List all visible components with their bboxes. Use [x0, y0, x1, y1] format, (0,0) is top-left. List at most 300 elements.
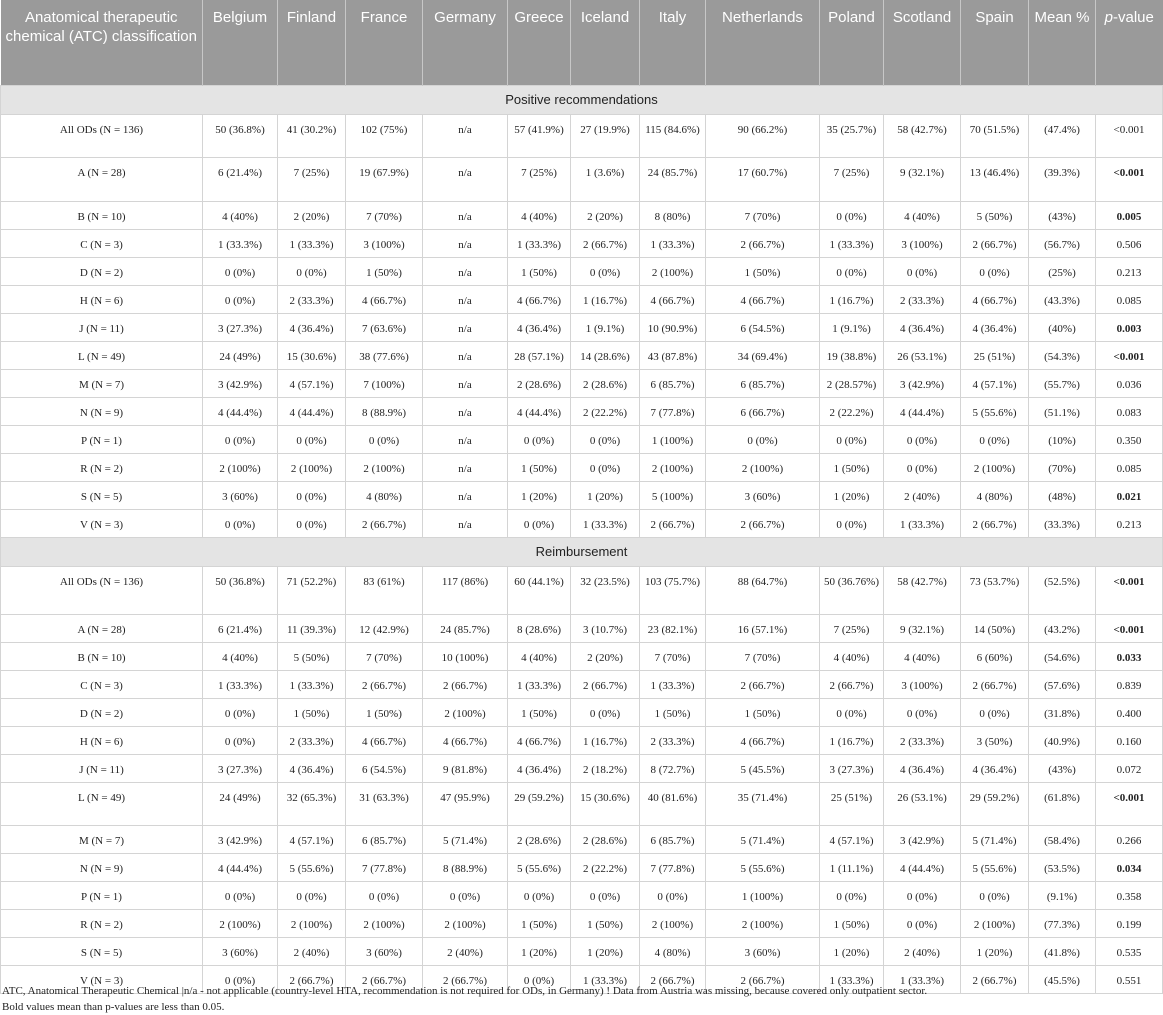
header-p-value — [1096, 0, 1163, 85]
table-row — [1, 341, 1163, 369]
cell-mean: (47.4%) — [1029, 114, 1096, 157]
cell-scotland: 0 (0%) — [884, 881, 961, 909]
cell-greece: 4 (66.7%) — [508, 285, 571, 313]
cell-belgium: 3 (60%) — [203, 481, 278, 509]
cell-netherlands: 6 (54.5%) — [706, 313, 820, 341]
cell-spain: 2 (66.7%) — [961, 509, 1029, 537]
cell-greece: 1 (20%) — [508, 937, 571, 965]
cell-p-value: 0.036 — [1096, 369, 1163, 397]
cell-scotland: 26 (53.1%) — [884, 782, 961, 825]
cell-iceland: 2 (20%) — [571, 201, 640, 229]
cell-germany: n/a — [423, 341, 508, 369]
cell-france: 7 (63.6%) — [346, 313, 423, 341]
cell-iceland: 2 (20%) — [571, 642, 640, 670]
cell-spain: 0 (0%) — [961, 698, 1029, 726]
header-country-netherlands: Netherlands — [706, 0, 820, 85]
cell-poland: 19 (38.8%) — [820, 341, 884, 369]
cell-finland: 0 (0%) — [278, 881, 346, 909]
cell-italy: 4 (80%) — [640, 937, 706, 965]
cell-italy: 8 (80%) — [640, 201, 706, 229]
cell-italy: 115 (84.6%) — [640, 114, 706, 157]
cell-scotland: 0 (0%) — [884, 698, 961, 726]
cell-france: 8 (88.9%) — [346, 397, 423, 425]
cell-poland: 4 (57.1%) — [820, 825, 884, 853]
cell-p-value: 0.535 — [1096, 937, 1163, 965]
row-label: C (N = 3) — [1, 229, 203, 257]
cell-germany: 24 (85.7%) — [423, 614, 508, 642]
cell-mean: (70%) — [1029, 453, 1096, 481]
cell-scotland: 4 (44.4%) — [884, 853, 961, 881]
cell-belgium: 50 (36.8%) — [203, 566, 278, 614]
cell-spain: 5 (50%) — [961, 201, 1029, 229]
table-row — [1, 782, 1163, 825]
table-body — [1, 85, 1163, 993]
cell-mean: (25%) — [1029, 257, 1096, 285]
cell-poland: 35 (25.7%) — [820, 114, 884, 157]
cell-spain: 4 (80%) — [961, 481, 1029, 509]
cell-poland: 4 (40%) — [820, 642, 884, 670]
cell-italy: 24 (85.7%) — [640, 157, 706, 201]
cell-p-value: <0.001 — [1096, 157, 1163, 201]
cell-finland: 2 (100%) — [278, 909, 346, 937]
cell-finland: 2 (33.3%) — [278, 726, 346, 754]
cell-mean: (54.3%) — [1029, 341, 1096, 369]
cell-spain: 4 (66.7%) — [961, 285, 1029, 313]
cell-greece: 4 (36.4%) — [508, 313, 571, 341]
table-row — [1, 937, 1163, 965]
cell-finland: 2 (33.3%) — [278, 285, 346, 313]
cell-italy: 2 (66.7%) — [640, 509, 706, 537]
cell-belgium: 0 (0%) — [203, 285, 278, 313]
cell-germany: n/a — [423, 425, 508, 453]
row-label: A (N = 28) — [1, 614, 203, 642]
cell-spain: 0 (0%) — [961, 881, 1029, 909]
cell-poland: 2 (22.2%) — [820, 397, 884, 425]
cell-spain: 3 (50%) — [961, 726, 1029, 754]
cell-greece: 1 (20%) — [508, 481, 571, 509]
cell-greece: 1 (50%) — [508, 453, 571, 481]
table-row — [1, 369, 1163, 397]
cell-belgium: 1 (33.3%) — [203, 670, 278, 698]
cell-p-value: 0.072 — [1096, 754, 1163, 782]
cell-germany: n/a — [423, 229, 508, 257]
cell-mean: (61.8%) — [1029, 782, 1096, 825]
cell-finland: 1 (50%) — [278, 698, 346, 726]
cell-belgium: 0 (0%) — [203, 881, 278, 909]
cell-p-value: <0.001 — [1096, 782, 1163, 825]
cell-france: 3 (60%) — [346, 937, 423, 965]
row-label: L (N = 49) — [1, 341, 203, 369]
cell-poland: 1 (20%) — [820, 937, 884, 965]
cell-poland: 0 (0%) — [820, 425, 884, 453]
row-label: A (N = 28) — [1, 157, 203, 201]
header-country-poland: Poland — [820, 0, 884, 85]
cell-netherlands: 1 (50%) — [706, 698, 820, 726]
cell-italy: 4 (66.7%) — [640, 285, 706, 313]
section-title: Reimbursement — [1, 537, 1163, 566]
cell-belgium: 0 (0%) — [203, 698, 278, 726]
cell-poland: 0 (0%) — [820, 201, 884, 229]
cell-belgium: 4 (44.4%) — [203, 397, 278, 425]
cell-spain: 2 (66.7%) — [961, 670, 1029, 698]
cell-spain: 5 (71.4%) — [961, 825, 1029, 853]
row-label: N (N = 9) — [1, 397, 203, 425]
cell-iceland: 2 (28.6%) — [571, 825, 640, 853]
cell-belgium: 0 (0%) — [203, 965, 278, 993]
cell-finland: 71 (52.2%) — [278, 566, 346, 614]
cell-poland: 2 (66.7%) — [820, 670, 884, 698]
cell-netherlands: 34 (69.4%) — [706, 341, 820, 369]
table-row — [1, 754, 1163, 782]
cell-mean: (51.1%) — [1029, 397, 1096, 425]
cell-iceland: 1 (20%) — [571, 937, 640, 965]
table-row — [1, 825, 1163, 853]
cell-p-value: 0.085 — [1096, 285, 1163, 313]
cell-germany: 117 (86%) — [423, 566, 508, 614]
header-country-finland: Finland — [278, 0, 346, 85]
cell-poland: 0 (0%) — [820, 509, 884, 537]
cell-belgium: 3 (42.9%) — [203, 825, 278, 853]
header-country-spain: Spain — [961, 0, 1029, 85]
cell-scotland: 9 (32.1%) — [884, 157, 961, 201]
row-label: All ODs (N = 136) — [1, 114, 203, 157]
cell-belgium: 2 (100%) — [203, 453, 278, 481]
cell-p-value: 0.358 — [1096, 881, 1163, 909]
cell-netherlands: 90 (66.2%) — [706, 114, 820, 157]
table-row — [1, 698, 1163, 726]
cell-italy: 40 (81.6%) — [640, 782, 706, 825]
cell-greece: 2 (28.6%) — [508, 825, 571, 853]
cell-poland: 50 (36.76%) — [820, 566, 884, 614]
cell-iceland: 14 (28.6%) — [571, 341, 640, 369]
cell-belgium: 4 (44.4%) — [203, 853, 278, 881]
cell-germany: 10 (100%) — [423, 642, 508, 670]
row-label: H (N = 6) — [1, 726, 203, 754]
cell-germany: n/a — [423, 114, 508, 157]
cell-p-value: <0.001 — [1096, 614, 1163, 642]
cell-greece: 0 (0%) — [508, 425, 571, 453]
footnote-bold-note: Bold values mean than p-values are less than 0.05. — [2, 1001, 225, 1013]
cell-iceland: 1 (16.7%) — [571, 285, 640, 313]
cell-p-value: 0.400 — [1096, 698, 1163, 726]
cell-italy: 0 (0%) — [640, 881, 706, 909]
cell-greece: 4 (66.7%) — [508, 726, 571, 754]
cell-scotland: 4 (36.4%) — [884, 313, 961, 341]
cell-netherlands: 6 (66.7%) — [706, 397, 820, 425]
cell-spain: 25 (51%) — [961, 341, 1029, 369]
cell-poland: 1 (33.3%) — [820, 229, 884, 257]
header-country-scotland: Scotland — [884, 0, 961, 85]
cell-p-value: 0.506 — [1096, 229, 1163, 257]
cell-poland: 1 (33.3%) — [820, 965, 884, 993]
cell-scotland: 3 (42.9%) — [884, 369, 961, 397]
cell-greece: 1 (33.3%) — [508, 229, 571, 257]
row-label: B (N = 10) — [1, 642, 203, 670]
cell-finland: 2 (40%) — [278, 937, 346, 965]
cell-mean: (43.3%) — [1029, 285, 1096, 313]
cell-mean: (43.2%) — [1029, 614, 1096, 642]
cell-finland: 5 (55.6%) — [278, 853, 346, 881]
row-label: All ODs (N = 136) — [1, 566, 203, 614]
cell-italy: 2 (66.7%) — [640, 965, 706, 993]
cell-france: 2 (66.7%) — [346, 670, 423, 698]
cell-poland: 0 (0%) — [820, 698, 884, 726]
cell-finland: 0 (0%) — [278, 481, 346, 509]
cell-germany: 2 (100%) — [423, 698, 508, 726]
cell-iceland: 1 (9.1%) — [571, 313, 640, 341]
table-row — [1, 853, 1163, 881]
row-label: M (N = 7) — [1, 369, 203, 397]
cell-germany: 2 (40%) — [423, 937, 508, 965]
section-row — [1, 537, 1163, 566]
cell-finland: 15 (30.6%) — [278, 341, 346, 369]
header-row — [1, 0, 1163, 85]
cell-poland: 7 (25%) — [820, 614, 884, 642]
table-row — [1, 614, 1163, 642]
cell-spain: 0 (0%) — [961, 425, 1029, 453]
cell-france: 4 (66.7%) — [346, 726, 423, 754]
row-label: D (N = 2) — [1, 698, 203, 726]
cell-mean: (40.9%) — [1029, 726, 1096, 754]
cell-finland: 0 (0%) — [278, 509, 346, 537]
table-row — [1, 229, 1163, 257]
cell-netherlands: 1 (50%) — [706, 257, 820, 285]
cell-netherlands: 5 (55.6%) — [706, 853, 820, 881]
cell-iceland: 0 (0%) — [571, 453, 640, 481]
cell-iceland: 0 (0%) — [571, 257, 640, 285]
cell-p-value: <0.001 — [1096, 341, 1163, 369]
cell-iceland: 1 (3.6%) — [571, 157, 640, 201]
cell-france: 7 (70%) — [346, 201, 423, 229]
cell-spain: 2 (100%) — [961, 453, 1029, 481]
cell-belgium: 4 (40%) — [203, 642, 278, 670]
cell-scotland: 0 (0%) — [884, 909, 961, 937]
cell-france: 1 (50%) — [346, 257, 423, 285]
cell-belgium: 0 (0%) — [203, 425, 278, 453]
cell-finland: 4 (36.4%) — [278, 754, 346, 782]
cell-netherlands: 2 (66.7%) — [706, 670, 820, 698]
cell-greece: 1 (50%) — [508, 698, 571, 726]
cell-iceland: 1 (50%) — [571, 909, 640, 937]
cell-netherlands: 4 (66.7%) — [706, 726, 820, 754]
cell-belgium: 0 (0%) — [203, 726, 278, 754]
cell-greece: 4 (40%) — [508, 642, 571, 670]
cell-mean: (58.4%) — [1029, 825, 1096, 853]
cell-germany: n/a — [423, 257, 508, 285]
cell-mean: (53.5%) — [1029, 853, 1096, 881]
row-label: P (N = 1) — [1, 881, 203, 909]
cell-greece: 7 (25%) — [508, 157, 571, 201]
section-title: Positive recommendations — [1, 85, 1163, 114]
cell-poland: 1 (50%) — [820, 453, 884, 481]
cell-greece: 60 (44.1%) — [508, 566, 571, 614]
cell-scotland: 2 (33.3%) — [884, 285, 961, 313]
cell-spain: 4 (36.4%) — [961, 313, 1029, 341]
cell-france: 12 (42.9%) — [346, 614, 423, 642]
cell-mean: (41.8%) — [1029, 937, 1096, 965]
cell-p-value: 0.021 — [1096, 481, 1163, 509]
cell-belgium: 6 (21.4%) — [203, 157, 278, 201]
cell-greece: 29 (59.2%) — [508, 782, 571, 825]
cell-p-value: 0.213 — [1096, 257, 1163, 285]
cell-p-value: 0.213 — [1096, 509, 1163, 537]
table-row — [1, 509, 1163, 537]
cell-germany: 9 (81.8%) — [423, 754, 508, 782]
cell-iceland: 2 (28.6%) — [571, 369, 640, 397]
cell-mean: (45.5%) — [1029, 965, 1096, 993]
cell-spain: 13 (46.4%) — [961, 157, 1029, 201]
cell-italy: 8 (72.7%) — [640, 754, 706, 782]
cell-scotland: 4 (44.4%) — [884, 397, 961, 425]
cell-finland: 32 (65.3%) — [278, 782, 346, 825]
cell-netherlands: 2 (66.7%) — [706, 965, 820, 993]
cell-p-value: 0.034 — [1096, 853, 1163, 881]
cell-germany: 47 (95.9%) — [423, 782, 508, 825]
cell-spain: 73 (53.7%) — [961, 566, 1029, 614]
table-row — [1, 257, 1163, 285]
cell-germany: 2 (66.7%) — [423, 965, 508, 993]
cell-mean: (57.6%) — [1029, 670, 1096, 698]
cell-spain: 14 (50%) — [961, 614, 1029, 642]
cell-italy: 103 (75.7%) — [640, 566, 706, 614]
row-label: B (N = 10) — [1, 201, 203, 229]
cell-belgium: 6 (21.4%) — [203, 614, 278, 642]
cell-finland: 0 (0%) — [278, 257, 346, 285]
row-label: L (N = 49) — [1, 782, 203, 825]
cell-germany: n/a — [423, 509, 508, 537]
cell-spain: 70 (51.5%) — [961, 114, 1029, 157]
cell-scotland: 26 (53.1%) — [884, 341, 961, 369]
cell-germany: 0 (0%) — [423, 881, 508, 909]
cell-iceland: 1 (33.3%) — [571, 509, 640, 537]
cell-iceland: 2 (22.2%) — [571, 853, 640, 881]
cell-netherlands: 17 (60.7%) — [706, 157, 820, 201]
cell-greece: 8 (28.6%) — [508, 614, 571, 642]
cell-iceland: 32 (23.5%) — [571, 566, 640, 614]
cell-poland: 25 (51%) — [820, 782, 884, 825]
cell-france: 0 (0%) — [346, 881, 423, 909]
cell-netherlands: 0 (0%) — [706, 425, 820, 453]
cell-germany: 4 (66.7%) — [423, 726, 508, 754]
cell-scotland: 58 (42.7%) — [884, 566, 961, 614]
header-country-france: France — [346, 0, 423, 85]
cell-p-value: <0.001 — [1096, 566, 1163, 614]
cell-germany: n/a — [423, 397, 508, 425]
cell-poland: 0 (0%) — [820, 881, 884, 909]
cell-netherlands: 1 (100%) — [706, 881, 820, 909]
cell-belgium: 4 (40%) — [203, 201, 278, 229]
cell-p-value: 0.033 — [1096, 642, 1163, 670]
header-p-value-italic: p — [1104, 9, 1113, 26]
cell-mean: (52.5%) — [1029, 566, 1096, 614]
cell-belgium: 0 (0%) — [203, 509, 278, 537]
cell-p-value: 0.003 — [1096, 313, 1163, 341]
cell-belgium: 2 (100%) — [203, 909, 278, 937]
row-label: S (N = 5) — [1, 937, 203, 965]
header-mean: Mean % — [1029, 0, 1096, 85]
cell-belgium: 24 (49%) — [203, 341, 278, 369]
cell-finland: 0 (0%) — [278, 425, 346, 453]
table-row — [1, 881, 1163, 909]
cell-france: 2 (66.7%) — [346, 509, 423, 537]
cell-netherlands: 2 (66.7%) — [706, 229, 820, 257]
cell-greece: 0 (0%) — [508, 509, 571, 537]
cell-poland: 1 (16.7%) — [820, 726, 884, 754]
cell-finland: 2 (100%) — [278, 453, 346, 481]
cell-netherlands: 4 (66.7%) — [706, 285, 820, 313]
cell-finland: 41 (30.2%) — [278, 114, 346, 157]
cell-france: 102 (75%) — [346, 114, 423, 157]
table-row — [1, 285, 1163, 313]
cell-p-value: 0.350 — [1096, 425, 1163, 453]
cell-france: 83 (61%) — [346, 566, 423, 614]
cell-netherlands: 3 (60%) — [706, 481, 820, 509]
cell-poland: 3 (27.3%) — [820, 754, 884, 782]
cell-mean: (40%) — [1029, 313, 1096, 341]
cell-france: 1 (50%) — [346, 698, 423, 726]
cell-mean: (10%) — [1029, 425, 1096, 453]
cell-scotland: 4 (40%) — [884, 642, 961, 670]
cell-germany: n/a — [423, 201, 508, 229]
cell-spain: 0 (0%) — [961, 257, 1029, 285]
row-label: H (N = 6) — [1, 285, 203, 313]
table-row — [1, 453, 1163, 481]
header-country-iceland: Iceland — [571, 0, 640, 85]
cell-scotland: 2 (40%) — [884, 937, 961, 965]
cell-scotland: 0 (0%) — [884, 453, 961, 481]
cell-spain: 4 (36.4%) — [961, 754, 1029, 782]
cell-greece: 1 (50%) — [508, 257, 571, 285]
cell-italy: 23 (82.1%) — [640, 614, 706, 642]
cell-netherlands: 35 (71.4%) — [706, 782, 820, 825]
cell-iceland: 3 (10.7%) — [571, 614, 640, 642]
row-label: D (N = 2) — [1, 257, 203, 285]
cell-spain: 2 (100%) — [961, 909, 1029, 937]
cell-france: 6 (54.5%) — [346, 754, 423, 782]
cell-p-value: 0.005 — [1096, 201, 1163, 229]
cell-scotland: 3 (42.9%) — [884, 825, 961, 853]
row-label: C (N = 3) — [1, 670, 203, 698]
cell-spain: 2 (66.7%) — [961, 965, 1029, 993]
cell-p-value: 0.551 — [1096, 965, 1163, 993]
cell-p-value: 0.160 — [1096, 726, 1163, 754]
cell-greece: 1 (50%) — [508, 909, 571, 937]
header-country-germany: Germany — [423, 0, 508, 85]
cell-mean: (43%) — [1029, 201, 1096, 229]
cell-belgium: 3 (60%) — [203, 937, 278, 965]
cell-iceland: 27 (19.9%) — [571, 114, 640, 157]
row-label: J (N = 11) — [1, 313, 203, 341]
cell-greece: 28 (57.1%) — [508, 341, 571, 369]
cell-scotland: 58 (42.7%) — [884, 114, 961, 157]
cell-italy: 6 (85.7%) — [640, 825, 706, 853]
cell-p-value: 0.199 — [1096, 909, 1163, 937]
cell-scotland: 1 (33.3%) — [884, 965, 961, 993]
cell-germany: n/a — [423, 313, 508, 341]
table-row — [1, 481, 1163, 509]
cell-greece: 57 (41.9%) — [508, 114, 571, 157]
cell-france: 6 (85.7%) — [346, 825, 423, 853]
table-row — [1, 425, 1163, 453]
cell-spain: 5 (55.6%) — [961, 397, 1029, 425]
cell-poland: 7 (25%) — [820, 157, 884, 201]
cell-germany: 2 (100%) — [423, 909, 508, 937]
cell-iceland: 1 (16.7%) — [571, 726, 640, 754]
cell-france: 4 (66.7%) — [346, 285, 423, 313]
cell-scotland: 0 (0%) — [884, 257, 961, 285]
cell-greece: 4 (36.4%) — [508, 754, 571, 782]
cell-italy: 2 (100%) — [640, 453, 706, 481]
